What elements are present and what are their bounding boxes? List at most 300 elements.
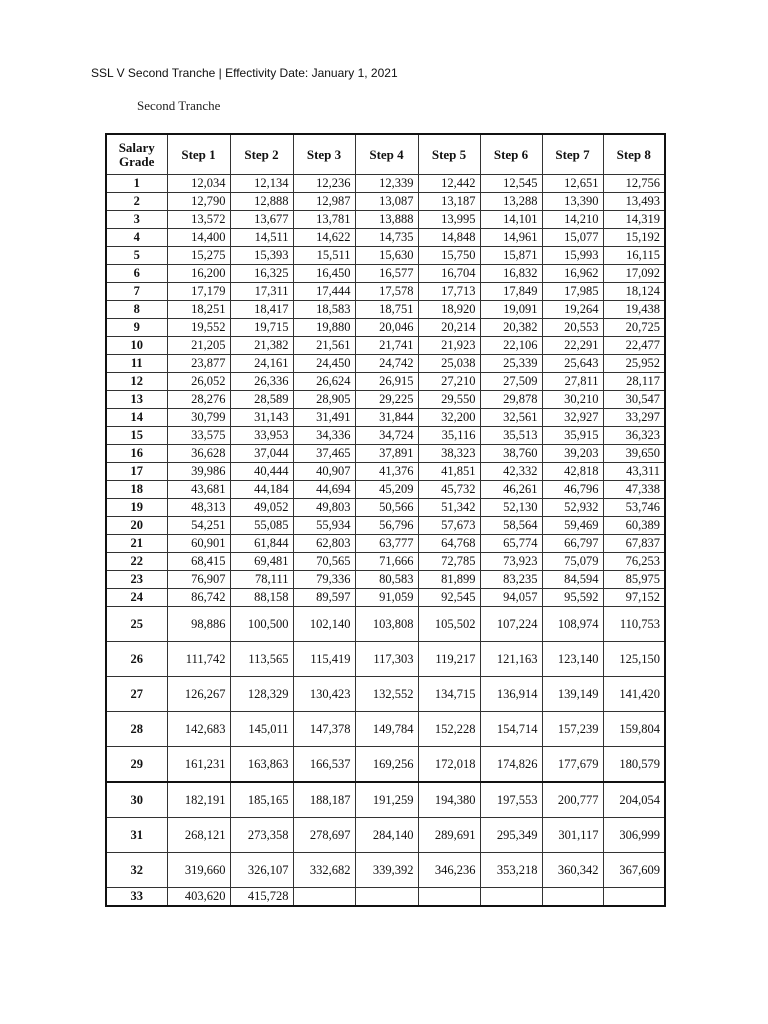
step-value-cell: 48,313	[167, 499, 230, 517]
step-value-cell: 19,715	[230, 319, 293, 337]
step-value-cell: 15,077	[542, 229, 603, 247]
step-value-cell: 21,205	[167, 337, 230, 355]
step-value-cell: 29,878	[480, 391, 542, 409]
table-row	[106, 571, 665, 589]
step-value-cell: 57,673	[418, 517, 480, 535]
step-value-cell: 69,481	[230, 553, 293, 571]
step-value-cell: 145,011	[230, 712, 293, 747]
step-value-cell: 56,796	[355, 517, 418, 535]
step-value-cell: 15,511	[293, 247, 355, 265]
step-value-cell: 19,880	[293, 319, 355, 337]
salary-grade-cell: 11	[106, 355, 167, 373]
step-value-cell: 19,552	[167, 319, 230, 337]
step-value-cell: 46,796	[542, 481, 603, 499]
step-value-cell: 26,624	[293, 373, 355, 391]
step-value-cell: 63,777	[355, 535, 418, 553]
column-header: Salary Grade	[106, 134, 167, 175]
step-value-cell: 26,915	[355, 373, 418, 391]
table-row	[106, 888, 665, 907]
step-value-cell: 157,239	[542, 712, 603, 747]
step-value-cell: 28,905	[293, 391, 355, 409]
step-value-cell: 84,594	[542, 571, 603, 589]
step-value-cell: 54,251	[167, 517, 230, 535]
step-value-cell: 37,044	[230, 445, 293, 463]
column-header: Step 1	[167, 134, 230, 175]
step-value-cell: 15,750	[418, 247, 480, 265]
salary-grade-cell: 32	[106, 853, 167, 888]
step-value-cell: 18,417	[230, 301, 293, 319]
step-value-cell: 28,117	[603, 373, 665, 391]
step-value-cell: 13,781	[293, 211, 355, 229]
step-value-cell: 16,450	[293, 265, 355, 283]
step-value-cell: 31,491	[293, 409, 355, 427]
step-value-cell: 14,101	[480, 211, 542, 229]
step-value-cell: 52,130	[480, 499, 542, 517]
step-value-cell: 16,704	[418, 265, 480, 283]
step-value-cell: 132,552	[355, 677, 418, 712]
step-value-cell: 36,628	[167, 445, 230, 463]
step-value-cell: 37,891	[355, 445, 418, 463]
step-value-cell	[293, 888, 355, 907]
step-value-cell: 319,660	[167, 853, 230, 888]
salary-grade-cell: 8	[106, 301, 167, 319]
document-title: SSL V Second Tranche | Effectivity Date: January 1, 2021	[91, 66, 398, 80]
step-value-cell: 43,311	[603, 463, 665, 481]
step-value-cell: 91,059	[355, 589, 418, 607]
salary-grade-cell: 26	[106, 642, 167, 677]
step-value-cell: 185,165	[230, 782, 293, 818]
step-value-cell: 32,200	[418, 409, 480, 427]
step-value-cell: 12,442	[418, 175, 480, 193]
step-value-cell: 40,444	[230, 463, 293, 481]
step-value-cell: 35,116	[418, 427, 480, 445]
step-value-cell: 16,577	[355, 265, 418, 283]
step-value-cell: 16,325	[230, 265, 293, 283]
step-value-cell: 28,589	[230, 391, 293, 409]
step-value-cell: 139,149	[542, 677, 603, 712]
step-value-cell: 18,124	[603, 283, 665, 301]
salary-grade-cell: 10	[106, 337, 167, 355]
step-value-cell: 38,760	[480, 445, 542, 463]
salary-grade-cell: 16	[106, 445, 167, 463]
step-value-cell: 98,886	[167, 607, 230, 642]
step-value-cell: 80,583	[355, 571, 418, 589]
table-row	[106, 517, 665, 535]
step-value-cell: 31,143	[230, 409, 293, 427]
salary-grade-cell: 6	[106, 265, 167, 283]
step-value-cell: 182,191	[167, 782, 230, 818]
step-value-cell: 30,799	[167, 409, 230, 427]
step-value-cell: 12,134	[230, 175, 293, 193]
column-header: Step 8	[603, 134, 665, 175]
step-value-cell: 59,469	[542, 517, 603, 535]
step-value-cell: 177,679	[542, 747, 603, 783]
table-row	[106, 391, 665, 409]
salary-grade-cell: 12	[106, 373, 167, 391]
step-value-cell: 111,742	[167, 642, 230, 677]
table-row	[106, 445, 665, 463]
step-value-cell: 367,609	[603, 853, 665, 888]
step-value-cell: 20,046	[355, 319, 418, 337]
table-row	[106, 747, 665, 783]
step-value-cell: 13,572	[167, 211, 230, 229]
step-value-cell: 76,907	[167, 571, 230, 589]
step-value-cell: 13,995	[418, 211, 480, 229]
step-value-cell: 142,683	[167, 712, 230, 747]
step-value-cell: 29,225	[355, 391, 418, 409]
step-value-cell: 24,450	[293, 355, 355, 373]
column-header: Step 5	[418, 134, 480, 175]
step-value-cell: 403,620	[167, 888, 230, 907]
header-row	[106, 134, 665, 175]
salary-grade-cell: 33	[106, 888, 167, 907]
step-value-cell	[542, 888, 603, 907]
step-value-cell: 18,920	[418, 301, 480, 319]
step-value-cell: 12,339	[355, 175, 418, 193]
step-value-cell: 29,550	[418, 391, 480, 409]
step-value-cell: 152,228	[418, 712, 480, 747]
step-value-cell: 14,735	[355, 229, 418, 247]
step-value-cell: 17,311	[230, 283, 293, 301]
step-value-cell: 58,564	[480, 517, 542, 535]
table-row	[106, 553, 665, 571]
step-value-cell: 15,993	[542, 247, 603, 265]
step-value-cell: 147,378	[293, 712, 355, 747]
step-value-cell: 16,962	[542, 265, 603, 283]
table-row	[106, 337, 665, 355]
step-value-cell: 85,975	[603, 571, 665, 589]
step-value-cell: 49,803	[293, 499, 355, 517]
step-value-cell: 174,826	[480, 747, 542, 783]
salary-grade-cell: 4	[106, 229, 167, 247]
step-value-cell: 123,140	[542, 642, 603, 677]
table-row	[106, 535, 665, 553]
step-value-cell	[603, 888, 665, 907]
step-value-cell: 50,566	[355, 499, 418, 517]
step-value-cell: 100,500	[230, 607, 293, 642]
salary-grade-cell: 14	[106, 409, 167, 427]
step-value-cell: 154,714	[480, 712, 542, 747]
step-value-cell: 289,691	[418, 818, 480, 853]
step-value-cell: 76,253	[603, 553, 665, 571]
step-value-cell: 15,192	[603, 229, 665, 247]
step-value-cell: 22,477	[603, 337, 665, 355]
step-value-cell: 24,742	[355, 355, 418, 373]
step-value-cell: 32,927	[542, 409, 603, 427]
step-value-cell: 41,376	[355, 463, 418, 481]
table-row	[106, 409, 665, 427]
step-value-cell: 78,111	[230, 571, 293, 589]
step-value-cell: 103,808	[355, 607, 418, 642]
step-value-cell: 115,419	[293, 642, 355, 677]
step-value-cell: 113,565	[230, 642, 293, 677]
step-value-cell: 20,725	[603, 319, 665, 337]
table-row	[106, 229, 665, 247]
step-value-cell: 38,323	[418, 445, 480, 463]
step-value-cell: 45,732	[418, 481, 480, 499]
step-value-cell: 17,985	[542, 283, 603, 301]
step-value-cell: 25,643	[542, 355, 603, 373]
step-value-cell: 20,382	[480, 319, 542, 337]
step-value-cell: 19,091	[480, 301, 542, 319]
step-value-cell	[480, 888, 542, 907]
step-value-cell: 17,444	[293, 283, 355, 301]
table-row	[106, 481, 665, 499]
step-value-cell: 14,511	[230, 229, 293, 247]
step-value-cell: 21,923	[418, 337, 480, 355]
step-value-cell: 134,715	[418, 677, 480, 712]
step-value-cell: 130,423	[293, 677, 355, 712]
step-value-cell: 39,203	[542, 445, 603, 463]
step-value-cell: 278,697	[293, 818, 355, 853]
step-value-cell: 68,415	[167, 553, 230, 571]
step-value-cell: 24,161	[230, 355, 293, 373]
step-value-cell: 21,561	[293, 337, 355, 355]
column-header: Step 2	[230, 134, 293, 175]
step-value-cell: 88,158	[230, 589, 293, 607]
step-value-cell: 17,713	[418, 283, 480, 301]
step-value-cell	[355, 888, 418, 907]
step-value-cell: 33,953	[230, 427, 293, 445]
step-value-cell: 42,332	[480, 463, 542, 481]
step-value-cell: 15,275	[167, 247, 230, 265]
column-header: Step 7	[542, 134, 603, 175]
step-value-cell: 14,848	[418, 229, 480, 247]
step-value-cell: 159,804	[603, 712, 665, 747]
step-value-cell: 12,888	[230, 193, 293, 211]
step-value-cell: 18,751	[355, 301, 418, 319]
table-row	[106, 712, 665, 747]
step-value-cell: 35,915	[542, 427, 603, 445]
step-value-cell: 53,746	[603, 499, 665, 517]
step-value-cell: 12,651	[542, 175, 603, 193]
step-value-cell: 27,811	[542, 373, 603, 391]
step-value-cell: 273,358	[230, 818, 293, 853]
step-value-cell: 97,152	[603, 589, 665, 607]
salary-grade-cell: 20	[106, 517, 167, 535]
step-value-cell: 70,565	[293, 553, 355, 571]
step-value-cell: 15,630	[355, 247, 418, 265]
salary-grade-cell: 5	[106, 247, 167, 265]
step-value-cell: 73,923	[480, 553, 542, 571]
step-value-cell: 43,681	[167, 481, 230, 499]
salary-grade-cell: 7	[106, 283, 167, 301]
column-header: Step 6	[480, 134, 542, 175]
step-value-cell: 46,261	[480, 481, 542, 499]
step-value-cell: 169,256	[355, 747, 418, 783]
table-row	[106, 175, 665, 193]
salary-grade-cell: 13	[106, 391, 167, 409]
step-value-cell: 12,790	[167, 193, 230, 211]
step-value-cell: 39,986	[167, 463, 230, 481]
table-row	[106, 463, 665, 481]
table-row	[106, 818, 665, 853]
step-value-cell: 22,291	[542, 337, 603, 355]
step-value-cell: 13,187	[418, 193, 480, 211]
step-value-cell: 126,267	[167, 677, 230, 712]
salary-grade-cell: 21	[106, 535, 167, 553]
salary-grade-cell: 2	[106, 193, 167, 211]
step-value-cell: 13,390	[542, 193, 603, 211]
step-value-cell: 13,087	[355, 193, 418, 211]
step-value-cell: 55,934	[293, 517, 355, 535]
salary-table	[105, 133, 666, 907]
salary-grade-cell: 27	[106, 677, 167, 712]
step-value-cell: 28,276	[167, 391, 230, 409]
step-value-cell: 94,057	[480, 589, 542, 607]
step-value-cell: 117,303	[355, 642, 418, 677]
step-value-cell: 23,877	[167, 355, 230, 373]
step-value-cell: 136,914	[480, 677, 542, 712]
step-value-cell: 75,079	[542, 553, 603, 571]
salary-grade-cell: 30	[106, 782, 167, 818]
table-row	[106, 211, 665, 229]
step-value-cell: 66,797	[542, 535, 603, 553]
step-value-cell: 49,052	[230, 499, 293, 517]
table-row	[106, 782, 665, 818]
step-value-cell: 27,210	[418, 373, 480, 391]
step-value-cell: 128,329	[230, 677, 293, 712]
salary-grade-cell: 1	[106, 175, 167, 193]
step-value-cell: 27,509	[480, 373, 542, 391]
step-value-cell: 18,251	[167, 301, 230, 319]
step-value-cell: 31,844	[355, 409, 418, 427]
salary-grade-cell: 22	[106, 553, 167, 571]
step-value-cell: 14,400	[167, 229, 230, 247]
step-value-cell: 13,288	[480, 193, 542, 211]
step-value-cell: 17,578	[355, 283, 418, 301]
step-value-cell: 415,728	[230, 888, 293, 907]
step-value-cell: 110,753	[603, 607, 665, 642]
step-value-cell: 64,768	[418, 535, 480, 553]
step-value-cell: 14,319	[603, 211, 665, 229]
step-value-cell: 295,349	[480, 818, 542, 853]
step-value-cell: 12,756	[603, 175, 665, 193]
step-value-cell: 102,140	[293, 607, 355, 642]
step-value-cell: 191,259	[355, 782, 418, 818]
table-row	[106, 499, 665, 517]
salary-grade-cell: 29	[106, 747, 167, 783]
table-row	[106, 589, 665, 607]
step-value-cell: 30,210	[542, 391, 603, 409]
step-value-cell: 108,974	[542, 607, 603, 642]
table-row	[106, 853, 665, 888]
salary-grade-cell: 17	[106, 463, 167, 481]
step-value-cell: 332,682	[293, 853, 355, 888]
column-header: Step 3	[293, 134, 355, 175]
step-value-cell: 16,832	[480, 265, 542, 283]
step-value-cell: 14,961	[480, 229, 542, 247]
step-value-cell: 79,336	[293, 571, 355, 589]
step-value-cell: 12,236	[293, 175, 355, 193]
step-value-cell: 26,336	[230, 373, 293, 391]
step-value-cell: 161,231	[167, 747, 230, 783]
step-value-cell: 21,741	[355, 337, 418, 355]
column-header: Step 4	[355, 134, 418, 175]
step-value-cell: 40,907	[293, 463, 355, 481]
step-value-cell: 37,465	[293, 445, 355, 463]
step-value-cell: 353,218	[480, 853, 542, 888]
step-value-cell: 35,513	[480, 427, 542, 445]
step-value-cell: 119,217	[418, 642, 480, 677]
table-body	[106, 175, 665, 907]
step-value-cell: 339,392	[355, 853, 418, 888]
table-subtitle: Second Tranche	[137, 98, 221, 113]
step-value-cell: 32,561	[480, 409, 542, 427]
step-value-cell: 306,999	[603, 818, 665, 853]
step-value-cell: 42,818	[542, 463, 603, 481]
step-value-cell: 81,899	[418, 571, 480, 589]
step-value-cell: 26,052	[167, 373, 230, 391]
step-value-cell: 204,054	[603, 782, 665, 818]
table-row	[106, 283, 665, 301]
step-value-cell: 52,932	[542, 499, 603, 517]
step-value-cell: 72,785	[418, 553, 480, 571]
step-value-cell: 15,871	[480, 247, 542, 265]
salary-grade-cell: 28	[106, 712, 167, 747]
step-value-cell: 41,851	[418, 463, 480, 481]
step-value-cell: 20,553	[542, 319, 603, 337]
salary-grade-cell: 23	[106, 571, 167, 589]
salary-grade-cell: 25	[106, 607, 167, 642]
step-value-cell: 34,724	[355, 427, 418, 445]
step-value-cell: 14,622	[293, 229, 355, 247]
step-value-cell: 12,545	[480, 175, 542, 193]
step-value-cell: 44,184	[230, 481, 293, 499]
step-value-cell: 44,694	[293, 481, 355, 499]
step-value-cell: 71,666	[355, 553, 418, 571]
step-value-cell: 13,493	[603, 193, 665, 211]
step-value-cell: 47,338	[603, 481, 665, 499]
salary-grade-cell: 18	[106, 481, 167, 499]
step-value-cell	[418, 888, 480, 907]
step-value-cell: 19,264	[542, 301, 603, 319]
step-value-cell: 65,774	[480, 535, 542, 553]
step-value-cell: 89,597	[293, 589, 355, 607]
table-row	[106, 642, 665, 677]
step-value-cell: 25,952	[603, 355, 665, 373]
step-value-cell: 125,150	[603, 642, 665, 677]
step-value-cell: 86,742	[167, 589, 230, 607]
table-row	[106, 247, 665, 265]
step-value-cell: 83,235	[480, 571, 542, 589]
step-value-cell: 25,339	[480, 355, 542, 373]
step-value-cell: 17,092	[603, 265, 665, 283]
salary-grade-cell: 19	[106, 499, 167, 517]
step-value-cell: 25,038	[418, 355, 480, 373]
step-value-cell: 12,034	[167, 175, 230, 193]
step-value-cell: 268,121	[167, 818, 230, 853]
step-value-cell: 60,901	[167, 535, 230, 553]
step-value-cell: 20,214	[418, 319, 480, 337]
step-value-cell: 45,209	[355, 481, 418, 499]
step-value-cell: 172,018	[418, 747, 480, 783]
step-value-cell: 13,677	[230, 211, 293, 229]
step-value-cell: 19,438	[603, 301, 665, 319]
step-value-cell: 121,163	[480, 642, 542, 677]
salary-grade-cell: 15	[106, 427, 167, 445]
step-value-cell: 30,547	[603, 391, 665, 409]
step-value-cell: 166,537	[293, 747, 355, 783]
step-value-cell: 16,115	[603, 247, 665, 265]
step-value-cell: 163,863	[230, 747, 293, 783]
step-value-cell: 55,085	[230, 517, 293, 535]
step-value-cell: 15,393	[230, 247, 293, 265]
step-value-cell: 14,210	[542, 211, 603, 229]
step-value-cell: 360,342	[542, 853, 603, 888]
step-value-cell: 180,579	[603, 747, 665, 783]
salary-grade-cell: 31	[106, 818, 167, 853]
